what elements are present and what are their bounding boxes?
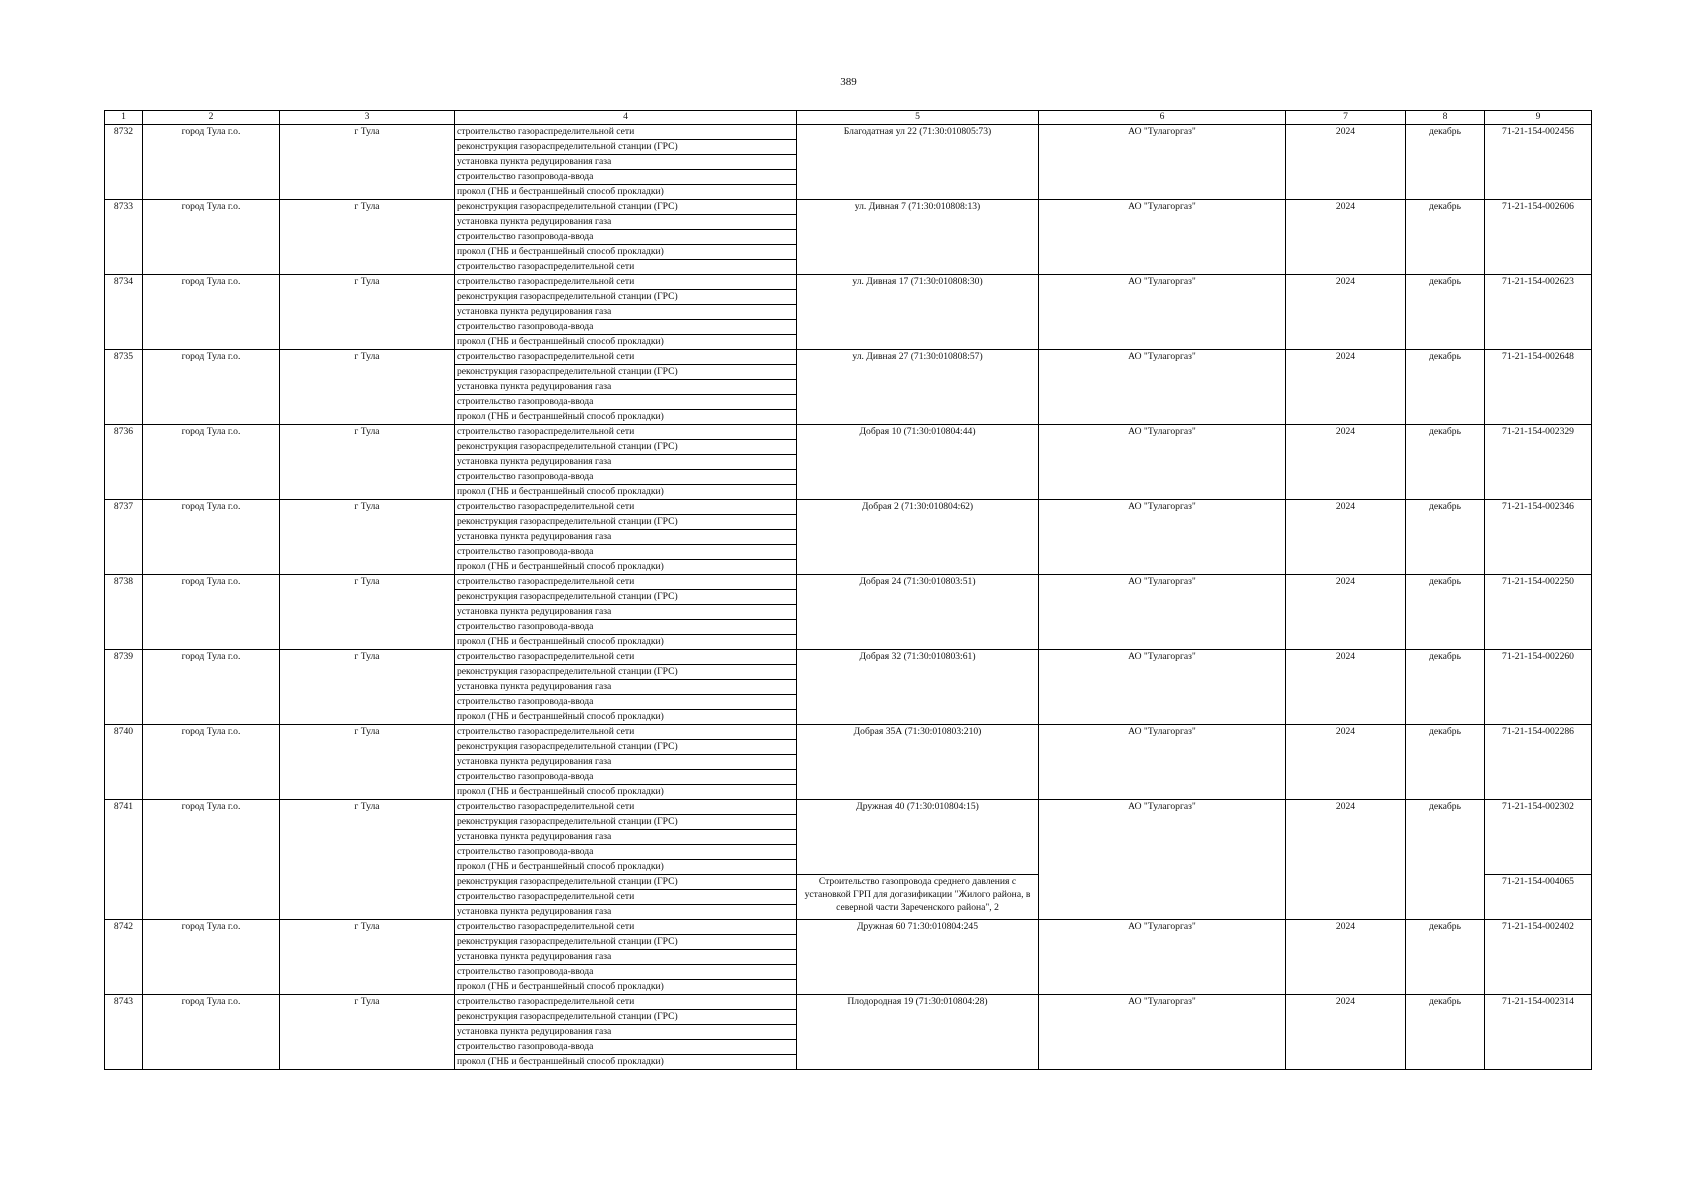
code-cell: 71-21-154-004065 [1485, 875, 1592, 920]
year-cell: 2024 [1286, 425, 1406, 500]
work-item: установка пункта редуцирования газа [455, 830, 797, 845]
organization-cell: АО "Тулагоргаз" [1039, 800, 1286, 920]
work-item: реконструкция газораспределительной станции (ГРС) [455, 515, 797, 530]
month-cell: декабрь [1406, 800, 1485, 920]
code-cell: 71-21-154-002402 [1485, 920, 1592, 995]
work-item: строительство газораспределительной сети [455, 350, 797, 365]
work-item: строительство газопровода-ввода [455, 965, 797, 980]
work-item: строительство газораспределительной сети [455, 650, 797, 665]
organization-cell: АО "Тулагоргаз" [1039, 350, 1286, 425]
column-header: 4 [455, 111, 797, 125]
work-item: строительство газопровода-ввода [455, 170, 797, 185]
code-cell: 71-21-154-002260 [1485, 650, 1592, 725]
work-item: реконструкция газораспределительной станции (ГРС) [455, 1010, 797, 1025]
code-cell: 71-21-154-002314 [1485, 995, 1592, 1070]
work-item: строительство газораспределительной сети [455, 575, 797, 590]
record-number: 8741 [105, 800, 143, 920]
work-item: реконструкция газораспределительной станции (ГРС) [455, 875, 797, 890]
work-item: прокол (ГНБ и бестраншейный способ прокладки) [455, 560, 797, 575]
table-row [105, 350, 1592, 365]
work-item: прокол (ГНБ и бестраншейный способ прокладки) [455, 860, 797, 875]
address-cell: Добрая 24 (71:30:010803:51) [797, 575, 1039, 650]
record-number: 8735 [105, 350, 143, 425]
address-cell: ул. Дивная 17 (71:30:010808:30) [797, 275, 1039, 350]
work-item: реконструкция газораспределительной станции (ГРС) [455, 200, 797, 215]
data-table [104, 110, 1592, 1070]
work-item: реконструкция газораспределительной станции (ГРС) [455, 290, 797, 305]
month-cell: декабрь [1406, 725, 1485, 800]
district-cell: город Тула г.о. [143, 920, 280, 995]
address-cell: Дружная 60 71:30:010804:245 [797, 920, 1039, 995]
work-item: строительство газораспределительной сети [455, 125, 797, 140]
work-item: установка пункта редуцирования газа [455, 1025, 797, 1040]
table-row [105, 650, 1592, 665]
work-item: прокол (ГНБ и бестраншейный способ прокладки) [455, 185, 797, 200]
work-item: строительство газопровода-ввода [455, 395, 797, 410]
organization-cell: АО "Тулагоргаз" [1039, 995, 1286, 1070]
work-item: строительство газопровода-ввода [455, 470, 797, 485]
work-item: строительство газопровода-ввода [455, 320, 797, 335]
record-number: 8740 [105, 725, 143, 800]
project-description-cell: Строительство газопровода среднего давления с установкой ГРП для догазификации "Жилого района, в северной части Зареченского района", 2 [797, 875, 1039, 920]
table-row [105, 275, 1592, 290]
organization-cell: АО "Тулагоргаз" [1039, 425, 1286, 500]
year-cell: 2024 [1286, 995, 1406, 1070]
column-header: 2 [143, 111, 280, 125]
organization-cell: АО "Тулагоргаз" [1039, 125, 1286, 200]
work-item: строительство газораспределительной сети [455, 890, 797, 905]
table-body [105, 111, 1592, 1070]
year-cell: 2024 [1286, 275, 1406, 350]
column-header: 1 [105, 111, 143, 125]
work-item: прокол (ГНБ и бестраншейный способ прокладки) [455, 410, 797, 425]
record-number: 8742 [105, 920, 143, 995]
organization-cell: АО "Тулагоргаз" [1039, 920, 1286, 995]
month-cell: декабрь [1406, 920, 1485, 995]
work-item: реконструкция газораспределительной станции (ГРС) [455, 935, 797, 950]
table-row [105, 575, 1592, 590]
code-cell: 71-21-154-002329 [1485, 425, 1592, 500]
work-item: прокол (ГНБ и бестраншейный способ прокладки) [455, 485, 797, 500]
work-item: прокол (ГНБ и бестраншейный способ прокладки) [455, 335, 797, 350]
year-cell: 2024 [1286, 725, 1406, 800]
work-item: установка пункта редуцирования газа [455, 305, 797, 320]
work-item: установка пункта редуцирования газа [455, 455, 797, 470]
work-item: строительство газораспределительной сети [455, 995, 797, 1010]
table-row [105, 995, 1592, 1010]
work-item: прокол (ГНБ и бестраншейный способ прокладки) [455, 710, 797, 725]
locality-cell: г Тула [280, 650, 455, 725]
record-number: 8743 [105, 995, 143, 1070]
column-header: 6 [1039, 111, 1286, 125]
month-cell: декабрь [1406, 995, 1485, 1070]
organization-cell: АО "Тулагоргаз" [1039, 500, 1286, 575]
locality-cell: г Тула [280, 500, 455, 575]
organization-cell: АО "Тулагоргаз" [1039, 275, 1286, 350]
locality-cell: г Тула [280, 350, 455, 425]
record-number: 8736 [105, 425, 143, 500]
month-cell: декабрь [1406, 200, 1485, 275]
work-item: строительство газораспределительной сети [455, 425, 797, 440]
table-row [105, 125, 1592, 140]
district-cell: город Тула г.о. [143, 650, 280, 725]
table-row [105, 800, 1592, 815]
work-item: прокол (ГНБ и бестраншейный способ прокладки) [455, 980, 797, 995]
address-cell: Добрая 32 (71:30:010803:61) [797, 650, 1039, 725]
district-cell: город Тула г.о. [143, 275, 280, 350]
work-item: установка пункта редуцирования газа [455, 950, 797, 965]
year-cell: 2024 [1286, 125, 1406, 200]
record-number: 8738 [105, 575, 143, 650]
work-item: строительство газопровода-ввода [455, 1040, 797, 1055]
month-cell: декабрь [1406, 500, 1485, 575]
table-row [105, 200, 1592, 215]
locality-cell: г Тула [280, 425, 455, 500]
month-cell: декабрь [1406, 650, 1485, 725]
work-item: установка пункта редуцирования газа [455, 215, 797, 230]
address-cell: Добрая 2 (71:30:010804:62) [797, 500, 1039, 575]
table-row [105, 425, 1592, 440]
work-item: прокол (ГНБ и бестраншейный способ прокладки) [455, 635, 797, 650]
district-cell: город Тула г.о. [143, 500, 280, 575]
district-cell: город Тула г.о. [143, 575, 280, 650]
work-item: установка пункта редуцирования газа [455, 530, 797, 545]
address-cell: ул. Дивная 27 (71:30:010808:57) [797, 350, 1039, 425]
district-cell: город Тула г.о. [143, 800, 280, 920]
record-number: 8739 [105, 650, 143, 725]
table-row [105, 500, 1592, 515]
address-cell: Добрая 10 (71:30:010804:44) [797, 425, 1039, 500]
work-item: установка пункта редуцирования газа [455, 755, 797, 770]
work-item: строительство газораспределительной сети [455, 920, 797, 935]
work-item: строительство газораспределительной сети [455, 500, 797, 515]
locality-cell: г Тула [280, 995, 455, 1070]
work-item: строительство газораспределительной сети [455, 275, 797, 290]
code-cell: 71-21-154-002302 [1485, 800, 1592, 875]
table-row [105, 725, 1592, 740]
record-number: 8732 [105, 125, 143, 200]
work-item: строительство газораспределительной сети [455, 725, 797, 740]
column-header: 7 [1286, 111, 1406, 125]
year-cell: 2024 [1286, 650, 1406, 725]
year-cell: 2024 [1286, 920, 1406, 995]
work-item: строительство газопровода-ввода [455, 695, 797, 710]
work-item: строительство газопровода-ввода [455, 230, 797, 245]
district-cell: город Тула г.о. [143, 425, 280, 500]
work-item: строительство газораспределительной сети [455, 800, 797, 815]
work-item: прокол (ГНБ и бестраншейный способ прокладки) [455, 785, 797, 800]
locality-cell: г Тула [280, 200, 455, 275]
year-cell: 2024 [1286, 350, 1406, 425]
record-number: 8737 [105, 500, 143, 575]
work-item: строительство газопровода-ввода [455, 770, 797, 785]
work-item: строительство газопровода-ввода [455, 545, 797, 560]
code-cell: 71-21-154-002648 [1485, 350, 1592, 425]
record-number: 8734 [105, 275, 143, 350]
work-item: реконструкция газораспределительной станции (ГРС) [455, 365, 797, 380]
locality-cell: г Тула [280, 920, 455, 995]
work-item: реконструкция газораспределительной станции (ГРС) [455, 815, 797, 830]
locality-cell: г Тула [280, 275, 455, 350]
locality-cell: г Тула [280, 725, 455, 800]
month-cell: декабрь [1406, 575, 1485, 650]
address-cell: Благодатная ул 22 (71:30:010805:73) [797, 125, 1039, 200]
column-header: 3 [280, 111, 455, 125]
work-item: реконструкция газораспределительной станции (ГРС) [455, 440, 797, 455]
organization-cell: АО "Тулагоргаз" [1039, 575, 1286, 650]
locality-cell: г Тула [280, 800, 455, 920]
work-item: строительство газораспределительной сети [455, 260, 797, 275]
address-cell: ул. Дивная 7 (71:30:010808:13) [797, 200, 1039, 275]
column-header: 5 [797, 111, 1039, 125]
work-item: установка пункта редуцирования газа [455, 380, 797, 395]
year-cell: 2024 [1286, 500, 1406, 575]
district-cell: город Тула г.о. [143, 125, 280, 200]
organization-cell: АО "Тулагоргаз" [1039, 200, 1286, 275]
work-item: строительство газопровода-ввода [455, 845, 797, 860]
district-cell: город Тула г.о. [143, 725, 280, 800]
page-number: 389 [840, 76, 857, 88]
year-cell: 2024 [1286, 575, 1406, 650]
address-cell: Дружная 40 (71:30:010804:15) [797, 800, 1039, 875]
code-cell: 71-21-154-002456 [1485, 125, 1592, 200]
district-cell: город Тула г.о. [143, 350, 280, 425]
column-header: 8 [1406, 111, 1485, 125]
work-item: прокол (ГНБ и бестраншейный способ прокладки) [455, 1055, 797, 1070]
district-cell: город Тула г.о. [143, 995, 280, 1070]
month-cell: декабрь [1406, 425, 1485, 500]
month-cell: декабрь [1406, 350, 1485, 425]
locality-cell: г Тула [280, 575, 455, 650]
column-header: 9 [1485, 111, 1592, 125]
district-cell: город Тула г.о. [143, 200, 280, 275]
code-cell: 71-21-154-002286 [1485, 725, 1592, 800]
organization-cell: АО "Тулагоргаз" [1039, 725, 1286, 800]
column-header-row [105, 111, 1592, 125]
record-number: 8733 [105, 200, 143, 275]
work-item: строительство газопровода-ввода [455, 620, 797, 635]
work-item: реконструкция газораспределительной станции (ГРС) [455, 140, 797, 155]
month-cell: декабрь [1406, 275, 1485, 350]
code-cell: 71-21-154-002250 [1485, 575, 1592, 650]
work-item: установка пункта редуцирования газа [455, 905, 797, 920]
work-item: установка пункта редуцирования газа [455, 605, 797, 620]
work-item: установка пункта редуцирования газа [455, 155, 797, 170]
month-cell: декабрь [1406, 125, 1485, 200]
work-item: реконструкция газораспределительной станции (ГРС) [455, 665, 797, 680]
code-cell: 71-21-154-002606 [1485, 200, 1592, 275]
table-row [105, 920, 1592, 935]
code-cell: 71-21-154-002623 [1485, 275, 1592, 350]
work-item: установка пункта редуцирования газа [455, 680, 797, 695]
organization-cell: АО "Тулагоргаз" [1039, 650, 1286, 725]
work-item: реконструкция газораспределительной станции (ГРС) [455, 740, 797, 755]
work-item: прокол (ГНБ и бестраншейный способ прокладки) [455, 245, 797, 260]
locality-cell: г Тула [280, 125, 455, 200]
address-cell: Плодородная 19 (71:30:010804:28) [797, 995, 1039, 1070]
address-cell: Добрая 35А (71:30:010803:210) [797, 725, 1039, 800]
year-cell: 2024 [1286, 200, 1406, 275]
year-cell: 2024 [1286, 800, 1406, 920]
work-item: реконструкция газораспределительной станции (ГРС) [455, 590, 797, 605]
code-cell: 71-21-154-002346 [1485, 500, 1592, 575]
